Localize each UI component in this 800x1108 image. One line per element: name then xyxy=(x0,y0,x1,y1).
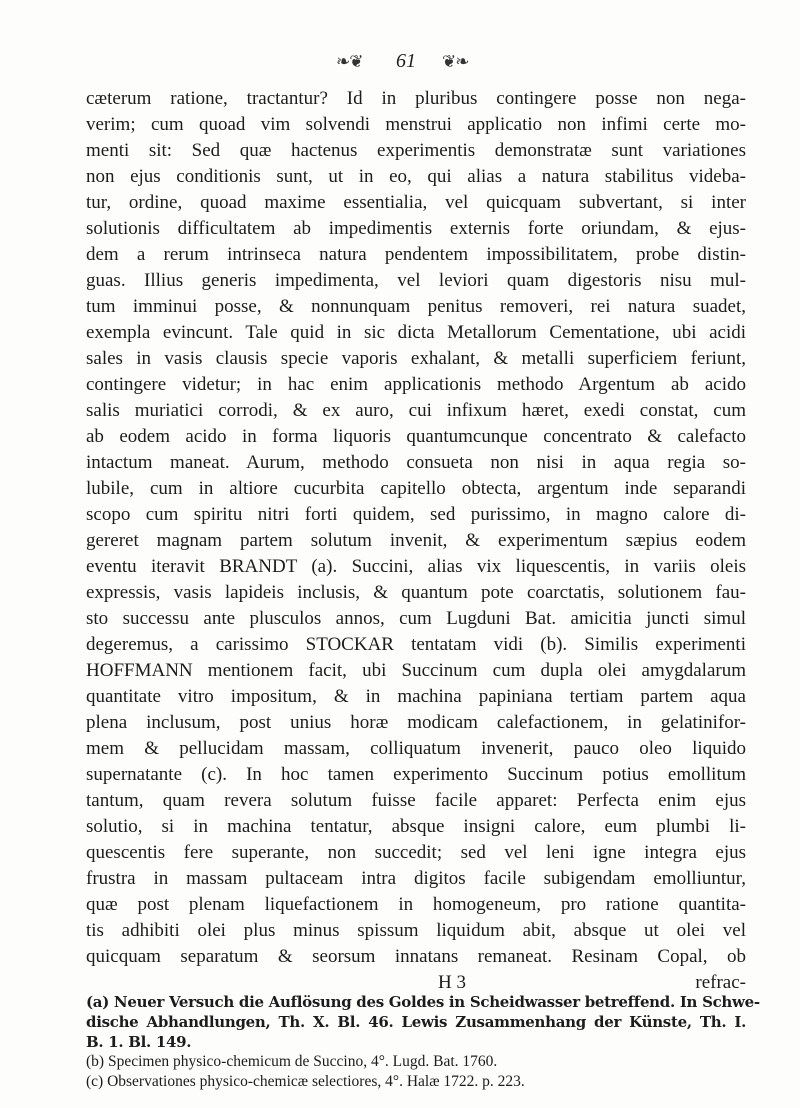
footnote-line: (a) Neuer Versuch die Auflösung des Goldes in Scheidwasser betreffend. In Schwe- xyxy=(86,993,760,1011)
text-line: solutio, si in machina tentatur, absque insigni calore, eum plumbi li- xyxy=(86,816,746,837)
text-line: ab eodem acido in forma liquoris quantumcunque concentrato & calefacto xyxy=(86,426,746,447)
text-line: supernatante (c). In hoc tamen experimento Succinum potius emollitum xyxy=(86,764,746,785)
text-line: quicquam separatum & seorsum innatans remaneat. Resinam Copal, ob xyxy=(86,946,746,967)
text-line: gereret magnam partem solutum invenit, & experimentum sæpius eodem xyxy=(86,530,746,551)
main-text xyxy=(86,86,746,996)
text-line: sto successu ante plusculos annos, cum Lugduni Bat. amicitia juncti simul xyxy=(86,608,746,629)
text-line: eventu iteravit BRANDT (a). Succini, alias vix liquescentis, in variis oleis xyxy=(86,556,746,577)
page-number: 61 xyxy=(396,50,416,72)
text-line: HOFFMANN mentionem facit, ubi Succinum cum dupla olei amygdalarum xyxy=(86,660,746,681)
text-line: tis adhibiti olei plus minus spissum liquidum abit, absque ut olei vel xyxy=(86,920,746,941)
footnote-line: (c) Observationes physico-chemicæ selectiores, 4°. Halæ 1722. p. 223. xyxy=(86,1073,525,1090)
text-line: salis muriatici corrodi, & ex auro, cui infixum hæret, exedi constat, cum xyxy=(86,400,746,421)
running-header xyxy=(0,48,800,78)
text-line: frustra in massam pultaceam intra digitos facile subigendam emolliuntur, xyxy=(86,868,746,889)
text-line: intactum maneat. Aurum, methodo consueta non nisi in aqua regia so- xyxy=(86,452,746,473)
footnote-line: (b) Specimen physico-chemicum de Succino, 4°. Lugd. Bat. 1760. xyxy=(86,1053,498,1070)
text-line: non ejus conditionis sunt, ut in eo, qui alias a natura stabilitus videba- xyxy=(86,166,746,187)
text-line: dem a rerum intrinseca natura pendentem impossibilitatem, probe distin- xyxy=(86,244,746,265)
right-ornament-icon: ❦❧ xyxy=(442,52,469,71)
text-line: expressis, vasis lapideis inclusis, & quantum pote coarctatis, solutionem fau- xyxy=(86,582,746,603)
text-line: degeremus, a carissimo STOCKAR tentatam vidi (b). Similis experimenti xyxy=(86,634,746,655)
text-line: cæterum ratione, tractantur? Id in pluribus contingere posse non nega- xyxy=(86,88,746,109)
catchword: refrac- xyxy=(695,972,746,993)
text-line: menti sit: Sed quæ hactenus experimentis demonstratæ sunt variationes xyxy=(86,140,746,161)
footnote-line: dische Abhandlungen, Th. X. Bl. 46. Lewis Zusammenhang der Künste, Th. I. xyxy=(86,1013,746,1031)
footnote-line: B. 1. Bl. 149. xyxy=(86,1033,192,1051)
text-line: tum imminui posse, & nonnunquam penitus removeri, rei natura suadet, xyxy=(86,296,746,317)
text-line: plena inclusum, post unius horæ modicam calefactionem, in gelatinifor- xyxy=(86,712,746,733)
text-line: lubile, cum in altiore cucurbita capitello obtecta, argentum inde separandi xyxy=(86,478,746,499)
left-ornament-icon: ❧❦ xyxy=(336,52,363,71)
signature-mark: H 3 xyxy=(438,972,466,993)
text-line: scopo cum spiritu nitri forti quidem, sed purissimo, in magno calore di- xyxy=(86,504,746,525)
text-line: mem & pellucidam massam, colliquatum invenerit, pauco oleo liquido xyxy=(86,738,746,759)
text-line: exempla evincunt. Tale quid in sic dicta Metallorum Cementatione, ubi acidi xyxy=(86,322,746,343)
text-line: quantitate vitro impositum, & in machina papiniana tertiam partem aqua xyxy=(86,686,746,707)
text-line: tur, ordine, quoad maxime essentialia, vel quicquam subvertant, si inter xyxy=(86,192,746,213)
footnotes xyxy=(86,992,760,1092)
text-line: sales in vasis clausis specie vaporis exhalant, & metalli superficiem feriunt, xyxy=(86,348,746,369)
text-line: verim; cum quoad vim solvendi menstrui applicatio non infimi certe mo- xyxy=(86,114,746,135)
text-line: contingere videtur; in hac enim applicationis methodo Argentum ab acido xyxy=(86,374,746,395)
text-line: tantum, quam revera solutum fuisse facile apparet: Perfecta enim ejus xyxy=(86,790,746,811)
text-line: guas. Illius generis impedimenta, vel leviori quam digestoris nisu mul- xyxy=(86,270,746,291)
text-line: quescentis fere superante, non succedit; sed vel leni igne integra ejus xyxy=(86,842,746,863)
text-line: solutionis difficultatem ab impedimentis externis forte oriundam, & ejus- xyxy=(86,218,746,239)
text-line: quæ post plenam liquefactionem in homogeneum, pro ratione quantita- xyxy=(86,894,746,915)
